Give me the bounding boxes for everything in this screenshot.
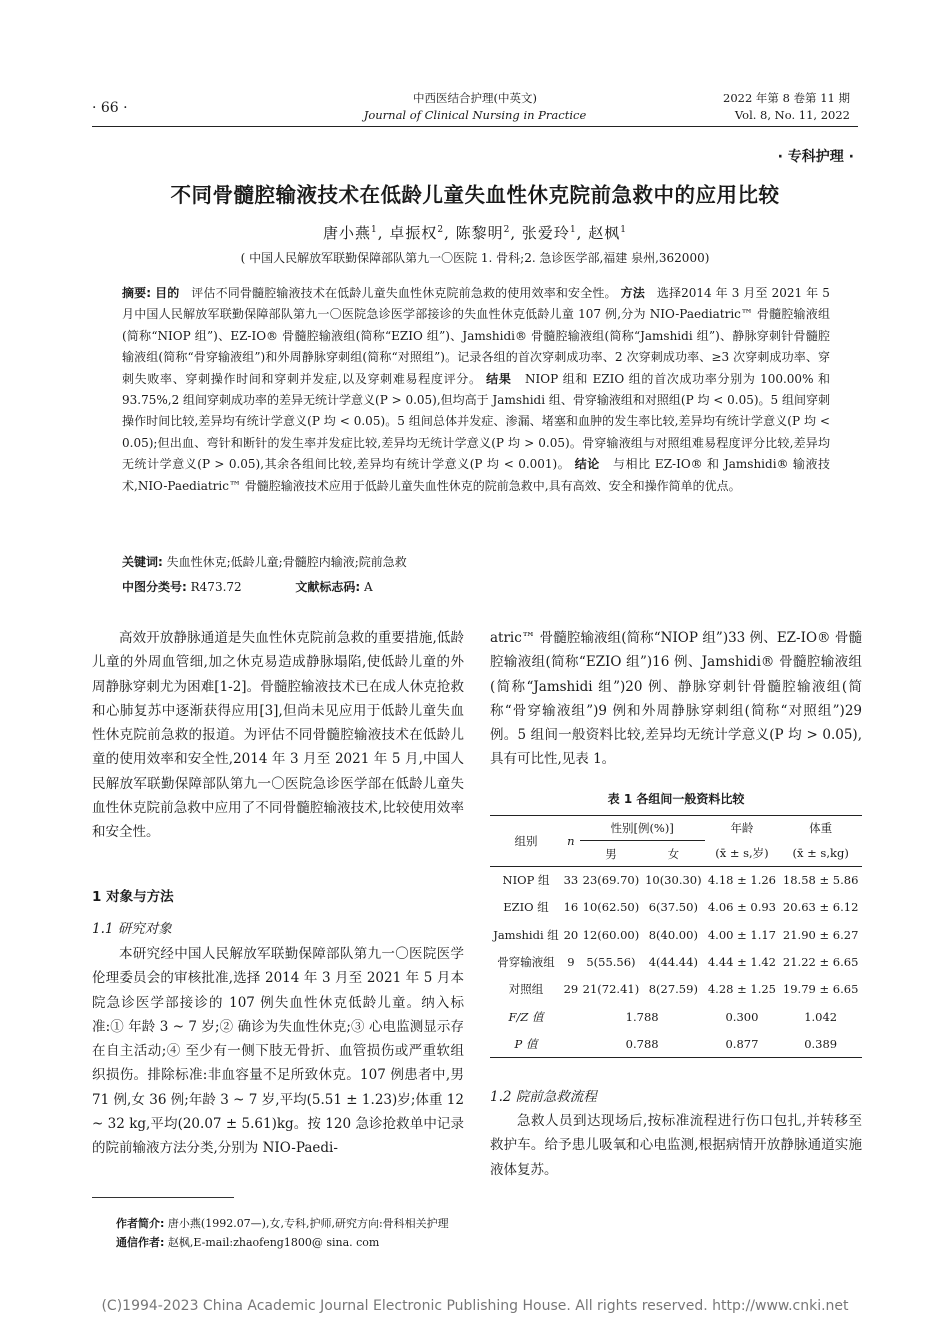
table-cell-male: 23(69.70) (582, 873, 640, 888)
table-cell-group: 对照组 (508, 982, 544, 997)
conclusion-text: 与相比 EZ-IO® 和 Jamshidi® 输液技术,NIO-Paediatric™ 骨髓腔输液技术应用于低龄儿童失血性休克的院前急救中,具有高效、安全和操作简单的优点。 (122, 457, 830, 493)
table-header-age: 年龄 (705, 816, 780, 841)
column-tag: · 专科护理 · (777, 149, 854, 165)
aim-text: 评估不同骨髓腔输液技术在低龄儿童失血性休克院前急救的使用效率和安全性。 (191, 286, 617, 300)
intro-section (92, 626, 464, 845)
table-cell-male: 10(62.50) (582, 900, 640, 915)
table-cell-age: 4.18 ± 1.26 (707, 873, 777, 888)
table-cell-stat-label: P 值 (490, 1030, 562, 1057)
journal-title-en: Journal of Clinical Nursing in Practice (363, 108, 587, 122)
author-affiliation-mark: 2 (503, 225, 511, 235)
table-cell-age: 4.44 ± 1.42 (707, 955, 777, 970)
author-name: 张爱玲 (521, 224, 570, 242)
table-cell-n: 29 (563, 982, 579, 997)
table-cell-stat-weight: 0.389 (779, 1030, 862, 1057)
subsection-heading-1-2: 1.2 院前急救流程 (490, 1089, 597, 1105)
author-note (116, 1215, 449, 1231)
table-cell-stat-age: 0.300 (725, 1009, 759, 1024)
author-name: 卓振权 (389, 224, 438, 242)
article-title: 不同骨髓腔输液技术在低龄儿童失血性休克院前急救中的应用比较 (170, 183, 780, 207)
section-heading: 1 对象与方法 (92, 889, 174, 905)
journal-title-cn: 中西医结合护理(中英文) (413, 91, 537, 105)
table-row (490, 921, 862, 948)
abstract (122, 283, 830, 497)
issue-en: Vol. 8, No. 11, 2022 (734, 108, 850, 122)
author-affiliation-mark: 1 (620, 225, 627, 235)
table-cell-weight: 20.63 ± 6.12 (782, 900, 859, 915)
table-cell-female: 10(30.30) (645, 873, 702, 888)
table-cell-group: EZIO 组 (503, 900, 549, 915)
table-cell-stat-sex: 1.788 (625, 1009, 659, 1024)
subsection-heading-1-1: 1.1 研究对象 (92, 921, 172, 937)
method-text: 选择2014 年 3 月至 2021 年 5 月中国人民解放军联勤保障部队第九一〇医院急诊医学部接诊的失血性休克低龄儿童 107 例,分为 NIO-Paediatric™ 骨髓腔输液组(简称“NIOP 组”)、EZ-IO® 骨髓腔输液组(简称“EZIO 组”)、Jamshidi® 骨髓腔输液组(简称“Jamshidi 组”)、静脉穿刺针骨髓腔输液组(简称“骨穿输液组”)和外周静脉穿刺组(简称“对照组”)。记录各组的首次穿刺成功率、2 次穿刺成功率、≥3 次穿刺成功率、穿刺失败率、穿刺操作时间和穿刺并发症,以及穿刺难易程度评分。 (122, 286, 830, 386)
doc-code-label: 文献标志码: (295, 580, 361, 594)
table-cell-stat-label: F/Z 值 (508, 1009, 544, 1024)
table-cell-male: 21(72.41) (582, 982, 640, 997)
table-cell-n: 16 (563, 900, 579, 915)
study-subjects (92, 942, 464, 1161)
study-subjects-continued (490, 626, 862, 772)
prehospital-paragraph: 急救人员到达现场后,按标准流程进行伤口包扎,并转移至救护车。给予患儿吸氧和心电监测,根据病情开放静脉通道实施液体复苏。 (490, 1113, 862, 1178)
table-cell-group: NIOP 组 (502, 873, 550, 888)
author-list (0, 222, 950, 243)
table-cell-age: 4.28 ± 1.25 (707, 982, 777, 997)
result-text: NIOP 组和 EZIO 组的首次成功率分别为 100.00% 和 93.75%,2 组间穿刺成功率的差异无统计学意义(P > 0.05),但均高于 Jamshidi 组、骨穿输液组和对照组(P 均 < 0.05)。5 组间穿刺操作时间比较,差异均有统计学意义(P 均 < 0.05)。5 组间总体并发症、渗漏、堵塞和血肿的发生率比较,差异均有统计学意义(P 均 < 0.05);但出血、弯针和断针的发生率并发症比较,差异均无统计学意义(P 均 > 0.05)。骨穿输液组与对照组难易程度评分比较,差异均无统计学意义(P > 0.05),其余各组间比较,差异均有统计学意义(P 均 < 0.001)。 (122, 371, 830, 472)
footnote-rule (92, 1197, 234, 1198)
conclusion-label: 结论 (574, 457, 600, 472)
author-separator: , (576, 224, 589, 242)
table-cell-group: Jamshidi 组 (493, 927, 559, 942)
table-cell-female: 8(40.00) (648, 927, 698, 942)
clc-value: R473.72 (190, 580, 242, 594)
correspondence-text: 赵枫,E-mail:zhaofeng1800@ sina. com (167, 1236, 380, 1249)
author-name: 陈黎明 (455, 224, 504, 242)
author-note-text: 唐小燕(1992.07—),女,专科,护师,研究方向:骨科相关护理 (167, 1217, 449, 1230)
affiliation: ( 中国人民解放军联勤保障部队第九一〇医院 1. 骨科;2. 急诊医学部,福建 泉州,362000) (240, 251, 710, 265)
copyright-line: (C)1994-2023 China Academic Journal Electronic Publishing House. All rights reserved. http://www.cnki.net (101, 1298, 849, 1314)
table-cell-weight: 19.79 ± 6.65 (782, 982, 859, 997)
method-label: 方法 (620, 286, 645, 300)
issue-cn: 2022 年第 8 卷第 11 期 (723, 91, 850, 105)
author-name: 赵枫 (588, 224, 621, 242)
author-note-label: 作者简介: (116, 1217, 165, 1230)
issue-info (723, 90, 850, 124)
author-name: 唐小燕 (323, 224, 372, 242)
keywords-text: 失血性休克;低龄儿童;骨髓腔内输液;院前急救 (166, 555, 407, 569)
table-header-male: 男 (580, 841, 642, 867)
table-header-sex: 性别[例(%)] (580, 816, 705, 841)
table-row (490, 976, 862, 1003)
table-cell-n: 20 (563, 927, 579, 942)
baseline-table (490, 815, 862, 1058)
correspondence-label: 通信作者: (116, 1236, 165, 1249)
study-subjects-paragraph: 本研究经中国人民解放军联勤保障部队第九一〇医院医学伦理委员会的审核批准,选择 2014 年 3 月至 2021 年 5 月本院急诊医学部接诊的 107 例失血性休克低龄儿童。纳入标准:① 年龄 3 ~ 7 岁;② 确诊为失血性休克;③ 心电监测显示存在自主活动;④ 至少有一侧下肢无骨折、血管损伤或严重软组织损伤。排除标准:非血容量不足所致休克。107 例患者中,男 71 例,女 36 例;年龄 3 ~ 7 岁,平均(5.51 ± 1.23)岁;体重 12 ~ 32 kg,平均(20.07 ± 5.61)kg。按 120 急诊抢救单中记录的院前输液方法分类,分别为 NIO-Paedi- (92, 946, 464, 1157)
table-row (490, 867, 862, 894)
table-cell-male: 12(60.00) (582, 927, 640, 942)
table-cell-group: 骨穿输液组 (497, 955, 555, 970)
keywords-label: 关键词: (122, 555, 163, 569)
table-row (490, 894, 862, 921)
table-header-weight-unit: (x̄ ± s,kg) (779, 841, 862, 867)
correspondence-note (116, 1234, 379, 1250)
author-separator: , (377, 224, 390, 242)
table-header-group: 组别 (490, 816, 562, 867)
clc-label: 中图分类号: (122, 580, 187, 594)
table-cell-stat-weight: 1.042 (804, 1009, 838, 1024)
author-separator: , (510, 224, 522, 242)
table-stat-row (490, 1030, 862, 1057)
classification (122, 578, 373, 595)
table-cell-weight: 18.58 ± 5.86 (782, 873, 859, 888)
table-header-age-unit: (x̄ ± s,岁) (705, 841, 780, 867)
table-cell-n: 9 (567, 955, 575, 970)
table-row (490, 948, 862, 975)
table-header-female: 女 (642, 841, 704, 867)
table-cell-female: 4(44.44) (648, 955, 698, 970)
table-cell-n: 33 (563, 873, 579, 888)
table-cell-empty (562, 1003, 580, 1030)
doc-code-value: A (363, 580, 373, 594)
table-title: 表 1 各组间一般资料比较 (607, 792, 745, 806)
table-cell-age: 4.06 ± 0.93 (707, 900, 777, 915)
abstract-label: 摘要: (122, 286, 152, 300)
keywords (122, 553, 407, 570)
prehospital-procedure (490, 1109, 862, 1182)
result-label: 结果 (486, 371, 512, 386)
study-subjects-continued-paragraph: atric™ 骨髓腔输液组(简称“NIOP 组”)33 例、EZ-IO® 骨髓腔输液组(简称“EZIO 组”)16 例、Jamshidi® 骨髓腔输液组(简称“Jamshidi 组”)20 例、静脉穿刺针骨髓腔输液组(简称“骨穿输液组”)9 例和外周静脉穿刺组(简称“对照组”)29 例。5 组间一般资料比较,差异均无统计学意义(P 均 > 0.05),具有可比性,见表 1。 (490, 630, 862, 768)
table-cell-weight: 21.90 ± 6.27 (782, 927, 859, 942)
aim-label: 目的 (155, 286, 180, 300)
table-cell-female: 6(37.50) (648, 900, 698, 915)
table-cell-empty (562, 1030, 580, 1057)
table-cell-age: 4.00 ± 1.17 (707, 927, 777, 942)
table-cell-female: 8(27.59) (648, 982, 698, 997)
table-header-n: n (562, 816, 580, 867)
author-affiliation-mark: 1 (569, 225, 577, 235)
header-rule (92, 126, 858, 127)
table-cell-weight: 21.22 ± 6.65 (782, 955, 859, 970)
author-affiliation-mark: 1 (371, 225, 378, 235)
author-affiliation-mark: 2 (437, 225, 445, 235)
table-cell-male: 5(55.56) (586, 955, 636, 970)
table-header-weight: 体重 (779, 816, 862, 841)
table-cell-stat-sex: 0.788 (580, 1030, 705, 1057)
intro-paragraph: 高效开放静脉通道是失血性休克院前急救的重要措施,低龄儿童的外周血管细,加之休克易造成静脉塌陷,使低龄儿童的外周静脉穿刺尤为困难[1-2]。骨髓腔输液技术已在成人休克抢救和心肺复苏中逐渐获得应用[3],但尚未见应用于低龄儿童失血性休克院前急救的报道。为评估不同骨髓腔输液技术在低龄儿童的使用效率和安全性,2014 年 3 月至 2021 年 5 月,中国人民解放军联勤保障部队第九一〇医院急诊医学部在低龄儿童失血性休克院前急救中应用了不同骨髓腔输液技术,比较使用效率和安全性。 (92, 630, 464, 841)
author-separator: , (444, 224, 456, 242)
page-number: · 66 · (92, 100, 128, 116)
table-cell-stat-age: 0.877 (705, 1030, 780, 1057)
table-stat-row (490, 1003, 862, 1030)
